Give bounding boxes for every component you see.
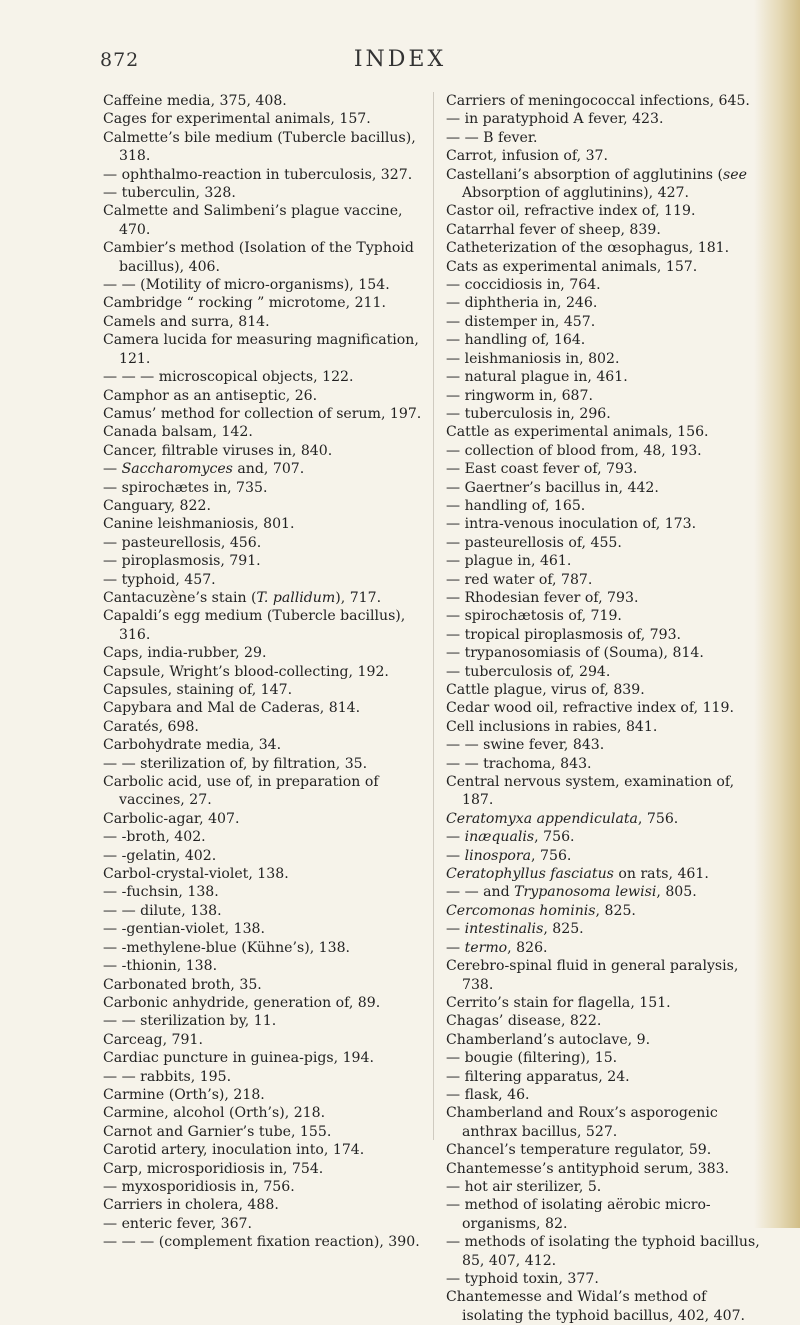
index-entry: — — — microscopical objects, 122. [103,369,354,386]
index-entry: Camels and surra, 814. [103,313,270,330]
index-entry: Cancer, filtrable viruses in, 840. [103,442,333,459]
index-entry: — distemper in, 457. [446,313,596,330]
index-entry: Carbohydrate media, 34. [103,737,282,754]
index-entry: Chantemesse and Widal’s method of isolating the typhoid bacillus, 402, 407. [446,1289,746,1324]
index-entry: Chantemesse’s antityphoid serum, 383. [446,1160,730,1177]
index-entry: — piroplasmosis, 791. [103,553,261,570]
index-entry: — -gelatin, 402. [103,847,217,864]
index-entry: Carbol-crystal-violet, 138. [103,866,289,883]
index-entry: Capsule, Wright’s blood-collecting, 192. [103,663,389,680]
index-entry: Capsules, staining of, 147. [103,682,293,698]
column-divider [433,92,434,1140]
index-column-right [446,92,768,1325]
index-entry: — tuberculosis in, 296. [446,405,611,422]
index-entry: Camphor as an antiseptic, 26. [103,387,318,404]
index-entry: Carriers in cholera, 488. [103,1197,279,1214]
index-entry: Castor oil, refractive index of, 119. [446,203,696,220]
index-entry: — plague in, 461. [446,553,572,570]
index-entry: Capybara and Mal de Caderas, 814. [103,700,361,717]
index-entry: Calmette and Salimbeni’s plague vaccine, 470. [103,203,403,238]
index-entry: — — trachoma, 843. [446,755,592,772]
index-entry: — filtering apparatus, 24. [446,1068,630,1085]
running-title: INDEX [353,47,447,72]
index-entry: Caps, india-rubber, 29. [103,645,267,662]
index-entry: — — B fever. [446,129,538,146]
index-entry: — tropical piroplasmosis of, 793. [446,626,682,643]
index-entry: Chamberland and Roux’s asporogenic anthrax bacillus, 527. [446,1105,718,1140]
index-entry: — enteric fever, 367. [103,1215,253,1232]
index-entry: — — — (complement fixation reaction), 390. [103,1234,420,1251]
index-entry: — — (Motility of micro-organisms), 154. [103,277,390,294]
index-entry: Carrot, infusion of, 37. [446,148,609,165]
index-entry: Camera lucida for measuring magnification, 121. [103,332,419,367]
index-entry: — typhoid toxin, 377. [446,1271,599,1287]
index-entry: Cages for experimental animals, 157. [103,111,371,128]
index-entry: — linospora, 756. [446,847,572,864]
index-entry: — Saccharomyces and, 707. [103,461,305,478]
index-entry: — hot air sterilizer, 5. [446,1178,602,1195]
index-entry: — -fuchsin, 138. [103,884,219,901]
index-entry: Carotid artery, inoculation into, 174. [103,1142,365,1159]
index-entry: Carp, microsporidiosis in, 754. [103,1160,324,1177]
index-column-left [103,92,425,1252]
index-entry: — myxosporidiosis in, 756. [103,1178,295,1195]
index-entry: Carmine, alcohol (Orth’s), 218. [103,1105,326,1122]
index-entry: — tuberculosis of, 294. [446,663,611,680]
index-entry: Carmine (Orth’s), 218. [103,1086,265,1103]
index-entry: — method of isolating aërobic micro-organisms, 82. [446,1197,711,1232]
index-entry: Carnot and Garnier’s tube, 155. [103,1123,332,1140]
index-entry: — ringworm in, 687. [446,387,593,404]
index-entry: — inæqualis, 756. [446,829,575,846]
index-entry: — in paratyphoid A fever, 423. [446,111,664,128]
index-entry: — -thionin, 138. [103,958,218,975]
index-entry: Catarrhal fever of sheep, 839. [446,221,661,238]
index-entry: Cambier’s method (Isolation of the Typhoid bacillus), 406. [103,240,414,275]
index-entry: Cambridge “ rocking ” microtome, 211. [103,295,386,312]
index-entry: Carbonic anhydride, generation of, 89. [103,994,381,1011]
index-entry: — handling of, 164. [446,332,586,349]
index-entry: Carbolic acid, use of, in preparation of vaccines, 27. [103,774,379,809]
index-entry: Calmette’s bile medium (Tubercle bacillus), 318. [103,129,416,165]
index-entry: Caffeine media, 375, 408. [103,93,287,109]
index-entry: — trypanosomiasis of (Souma), 814. [446,645,704,662]
index-entry: Cell inclusions in rabies, 841. [446,718,658,735]
index-entry: — methods of isolating the typhoid bacillus, 85, 407, 412. [446,1234,760,1269]
index-entry: Cardiac puncture in guinea-pigs, 194. [103,1050,374,1067]
index-entry: — — sterilization by, 11. [103,1013,277,1030]
index-entry: Cantacuzène’s stain (T. pallidum), 717. [103,589,382,606]
index-entry: Ceratophyllus fasciatus on rats, 461. [446,866,709,883]
index-entry: — natural plague in, 461. [446,369,628,386]
index-entry: — — sterilization of, by filtration, 35. [103,755,368,772]
index-entry: — — rabbits, 195. [103,1068,232,1085]
index-entry: — pasteurellosis of, 455. [446,534,622,551]
index-entry: — handling of, 165. [446,497,586,514]
index-entry: — coccidiosis in, 764. [446,277,601,294]
index-entry: — pasteurellosis, 456. [103,534,262,551]
index-entry: Chancel’s temperature regulator, 59. [446,1142,712,1159]
index-entry: Capaldi’s egg medium (Tubercle bacillus), 316. [103,608,406,643]
index-entry: Carbonated broth, 35. [103,976,262,993]
index-entry: Cats as experimental animals, 157. [446,258,698,275]
index-entry: Cattle as experimental animals, 156. [446,424,709,441]
index-entry: Cercomonas hominis, 825. [446,902,636,919]
index-entry: Canine leishmaniosis, 801. [103,516,295,533]
index-entry: — -methylene-blue (Kühne’s), 138. [103,939,351,956]
index-entry: — -gentian-violet, 138. [103,921,265,938]
index-entry: — — dilute, 138. [103,902,222,919]
index-entry: Central nervous system, examination of, 187. [446,774,735,809]
index-entry: — Gaertner’s bacillus in, 442. [446,479,659,496]
index-entry: — leishmaniosis in, 802. [446,350,620,367]
index-entry: — ophthalmo-reaction in tuberculosis, 327. [103,166,413,183]
index-entry: Carriers of meningococcal infections, 645. [446,93,750,109]
index-entry: Caratés, 698. [103,718,199,735]
index-entry: Canguary, 822. [103,497,211,514]
page-number: 872 [100,49,140,71]
index-entry: Cerrito’s stain for flagella, 151. [446,994,671,1011]
index-entry: Chamberland’s autoclave, 9. [446,1031,651,1048]
index-entry: — -broth, 402. [103,829,206,846]
index-entry: — spirochætes in, 735. [103,479,268,496]
index-entry: Chagas’ disease, 822. [446,1013,602,1030]
index-entry: — bougie (filtering), 15. [446,1050,618,1067]
index-entry: Cattle plague, virus of, 839. [446,682,645,698]
index-entry: — Rhodesian fever of, 793. [446,589,639,606]
index-entry: — red water of, 787. [446,571,593,588]
index-entry: Castellani’s absorption of agglutinins (see Absorption of agglutinins), 427. [446,166,747,202]
index-entry: — diphtheria in, 246. [446,295,598,312]
index-entry: — — and Trypanosoma lewisi, 805. [446,884,697,901]
index-entry: — East coast fever of, 793. [446,461,638,478]
index-entry: Canada balsam, 142. [103,424,253,441]
index-entry: Cedar wood oil, refractive index of, 119. [446,700,734,717]
index-entry: Ceratomyxa appendiculata, 756. [446,810,679,827]
index-entry: — — swine fever, 843. [446,737,605,754]
index-entry: — typhoid, 457. [103,571,216,588]
index-entry: Carceag, 791. [103,1031,203,1048]
index-entry: — flask, 46. [446,1086,530,1103]
index-entry: — spirochætosis of, 719. [446,608,622,625]
index-entry: Catheterization of the œsophagus, 181. [446,240,730,257]
index-entry: — termo, 826. [446,939,548,956]
index-entry: Camus’ method for collection of serum, 197. [103,405,422,422]
index-entry: — tuberculin, 328. [103,185,236,202]
index-entry: Cerebro-spinal fluid in general paralysis, 738. [446,958,739,993]
page-edge-shadow [754,0,800,1228]
index-entry: — intra-venous inoculation of, 173. [446,516,697,533]
index-entry: Carbolic-agar, 407. [103,810,240,827]
index-entry: — intestinalis, 825. [446,921,584,938]
index-entry: — collection of blood from, 48, 193. [446,442,702,459]
